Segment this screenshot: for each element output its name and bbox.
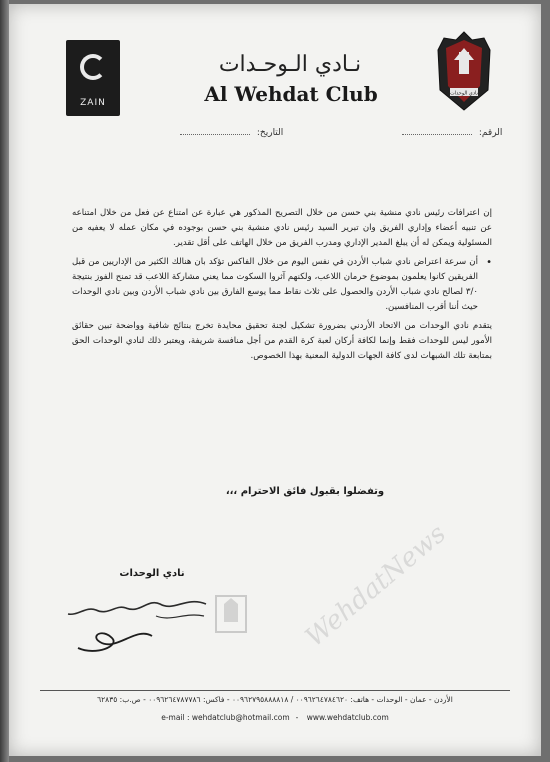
footer-website: www.wehdatclub.com <box>306 713 389 722</box>
club-name-english: Al Wehdat Club <box>204 82 378 106</box>
footer-divider <box>40 690 510 691</box>
letter-body <box>72 206 492 368</box>
date-label: التاريخ <box>259 128 284 138</box>
handwritten-signature <box>56 586 216 666</box>
footer-email: e-mail : wehdatclub@hotmail.com <box>161 713 290 722</box>
scan-edge <box>0 0 9 762</box>
club-crest-icon <box>432 30 496 114</box>
watermark: WehdatNews <box>300 518 452 653</box>
signer-name: نادي الوحدات <box>119 568 185 579</box>
number-line <box>402 134 472 135</box>
footer-address: الأردن - عمان - الوحدات - هاتف: ٠٠٩٦٢٦٤٧٨٤٦٢٠ / ٠٠٩٦٢٧٩٥٨٨٨٨١٨ - فاكس: ٠٠٩٦٢٦٤٧٨٧٧٨٦ - ص.ب: ٦٢٨٣٥ <box>97 695 453 704</box>
number-field: الرقم: <box>402 128 502 138</box>
zain-swirl-icon <box>80 54 106 80</box>
paragraph-2: • أن سرعة اعتراض نادي شباب الأردن في نفس اليوم من خلال الفاكس تؤكد بان هنالك الكثير من الإداريين من قبل الفريقين كانوا يعلمون بموضوع حرمان اللاعب، ولكنهم آثروا السكوت مما يعني مشاركة اللاعب قد تمنح الفوز بنتيجة ٣/٠ لصالح نادي شباب الأردن والحصول على ثلاث نقاط مما يوسع الفارق بين نادي شباب الأردن وبين نادي الوحدات حيث أننا أقرب المنافسين. <box>72 255 492 315</box>
zain-logo <box>66 40 120 116</box>
closing-line: وتفضلوا بقبول فائق الاحترام ،،، <box>225 486 385 497</box>
paragraph-3: يتقدم نادي الوحدات من الاتحاد الأردني بضرورة تشكيل لجنة تحقيق محايدة تخرج بنتائج شافية وواضحة تبين حقائق الأمور ليس للوحدات فقط وإنما لكافة أركان لعبة كرة القدم من أجل منافسة شريفة، ويعتبر ذلك لنادي الوحدات الحق بمتابعة تلك الشبهات لدى كافة الجهات الدولية المعنية بهذا الخصوص. <box>72 321 492 361</box>
zain-logo-text: ZAIN <box>80 98 106 108</box>
date-line <box>180 134 250 135</box>
number-label: الرقم <box>481 128 503 138</box>
date-field: التاريخ: <box>180 128 283 138</box>
footer-contacts: e-mail : wehdatclub@hotmail.com - www.wehdatclub.com <box>161 713 389 722</box>
crest-text: نادي الوحدات <box>450 90 478 97</box>
paragraph-1: إن اعترافات رئيس نادي منشية بني حسن من خلال التصريح المذكور هي عبارة عن امتناع عن فعل من خلال امتناعه عن تنبيه أعضاء وإداري الفريق وان تبرير السيد رئيس نادي منشية بني حسن بوجوده في مكان عمله لا يعفيه من المسئولية ويمكن له أن يبلغ المدير الإداري ومدرب الفريق من خلال الهاتف على أقل تقدير. <box>72 208 492 248</box>
club-name-arabic: نـادي الـوحـدات <box>218 52 362 77</box>
